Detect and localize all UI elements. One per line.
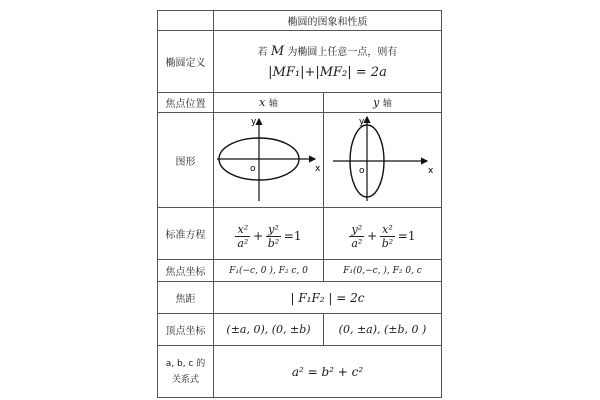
focal-distance-label: 焦距 — [158, 282, 214, 314]
focus-coords-y: F₁(0,−c, ), F₂ 0, c — [324, 260, 442, 282]
fraction-1 — [349, 223, 364, 250]
definition-label: 椭圆定义 — [158, 31, 214, 93]
fraction-numerator: x² — [382, 222, 393, 236]
vertex-coords-y: (0, ±a), (±b, 0 ) — [324, 314, 442, 346]
focus-y-axis-cell — [324, 93, 442, 113]
standard-equation-y — [349, 223, 415, 250]
graph-x-cell — [214, 113, 324, 208]
relation-value: a² = b² + c² — [214, 346, 442, 398]
y-axis-label: y — [358, 117, 364, 127]
origin-label: o — [249, 164, 256, 174]
relation-label-line-1: a, b, c 的 — [165, 358, 206, 369]
focus-position-label: 焦点位置 — [158, 93, 214, 113]
x-axis-label: x — [427, 166, 433, 176]
standard-equation-y-cell — [324, 208, 442, 260]
relation-label — [158, 346, 214, 398]
fraction-2 — [266, 223, 281, 250]
fraction-numerator: y² — [268, 222, 279, 236]
standard-equation-x — [235, 223, 301, 250]
y-axis-var: y — [373, 96, 380, 109]
fraction-1 — [235, 223, 250, 250]
ellipse-y-diagram — [329, 113, 437, 203]
origin-label: o — [358, 166, 365, 176]
vertex-coords-x: (±a, 0), (0, ±b) — [214, 314, 324, 346]
fraction-denominator: a² — [351, 236, 363, 250]
x-axis-text: 轴 — [268, 99, 278, 109]
fraction-denominator: b² — [267, 236, 280, 250]
fraction-denominator: b² — [381, 236, 394, 250]
graph-label: 图形 — [158, 113, 214, 208]
definition-suffix: 为椭圆上任意一点，则有 — [287, 47, 398, 58]
y-axis-label: y — [250, 117, 256, 127]
equation-rhs: =1 — [397, 229, 416, 243]
table-title: 椭圆的图象和性质 — [214, 11, 442, 31]
fraction-denominator: a² — [237, 236, 249, 250]
fraction-numerator: x² — [237, 222, 249, 236]
standard-equation-x-cell — [214, 208, 324, 260]
x-axis-var: x — [259, 96, 266, 109]
focus-coords-x: F₁(−c, 0 ), F₂ c, 0 — [214, 260, 324, 282]
plus-sign: + — [367, 229, 378, 243]
definition-var-m: M — [270, 44, 285, 59]
fraction-2 — [380, 223, 395, 250]
standard-equation-label: 标准方程 — [158, 208, 214, 260]
y-axis-text: 轴 — [382, 99, 392, 109]
vertex-coords-label: 顶点坐标 — [158, 314, 214, 346]
graph-y-cell — [324, 113, 442, 208]
focal-distance-value: | F₁F₂ | = 2c — [214, 282, 442, 314]
definition-cell — [214, 31, 442, 93]
fraction-numerator: y² — [351, 222, 363, 236]
table-header-blank — [158, 11, 214, 31]
ellipse-properties-table — [157, 10, 442, 398]
ellipse-x-diagram — [215, 113, 323, 203]
definition-prefix: 若 — [257, 47, 268, 58]
plus-sign: + — [253, 229, 264, 243]
definition-formula: |MF₁|+|MF₂| = 2a — [268, 65, 387, 80]
equation-rhs: =1 — [283, 229, 302, 243]
definition-line-1 — [214, 43, 441, 59]
x-axis-label: x — [314, 164, 320, 174]
relation-label-line-2: 关系式 — [171, 374, 199, 385]
focus-x-axis-cell — [214, 93, 324, 113]
focus-coords-label: 焦点坐标 — [158, 260, 214, 282]
